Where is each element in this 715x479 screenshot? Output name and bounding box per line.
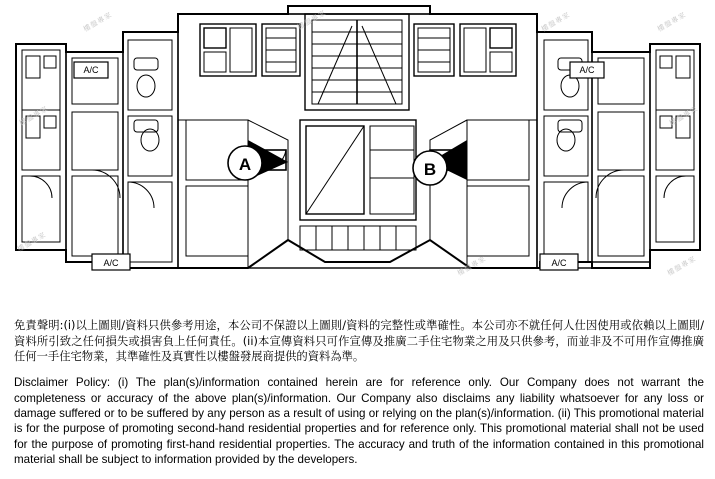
ac-label-left-lower: A/C: [103, 258, 119, 268]
unit-label-b: B: [423, 160, 437, 179]
disclaimer-block: [14, 307, 704, 479]
disclaimer-chinese: 免責聲明:(i)以上圖則/資料只供參考用途，本公司不保證以上圖則/資料的完整性或準確性。本公司亦不就任何人仕因使用或依賴以上圖則/資料所引致之任何損失或損害負上任何責任。(ii)本宣傳資料只可作宣傳及推廣二手住宅物業之用及只供參考，而並非及不可用作宣傳推廣任何一手住宅物業，其準確性及真實性以樓盤發展商提供的資料為準。: [14, 319, 704, 363]
watermark: 樓盤專家: [668, 104, 700, 128]
watermark: 樓盤專家: [18, 104, 50, 128]
disclaimer-english: Disclaimer Policy: (i) The plan(s)/information contained herein are for reference only. Our Company does not warrant the completeness or accuracy of the above plan(s)/information. Our Company also disclaims any liability whatsoever for any loss or damage suffered or to be suffered by any person as a result of using or relying on the plan(s)/information. (ii) This promotional material is for the purpose of promoting second-hand residential properties and for reference only. This promotional material shall not be used for the purpose of promoting first-hand residential properties. The accuracy and truth of the information contained in this promotional material shall be subject to information provided by the developers.: [14, 376, 704, 467]
watermark: 樓盤專家: [540, 10, 572, 34]
watermark: 樓盤專家: [296, 8, 328, 32]
unit-label-a: A: [238, 155, 252, 174]
watermark: 樓盤專家: [82, 10, 114, 34]
ac-label-left-upper: A/C: [83, 65, 99, 75]
watermark: 樓盤專家: [666, 254, 698, 278]
watermark: 樓盤專家: [456, 254, 488, 278]
watermark: 樓盤專家: [16, 230, 48, 254]
watermark: 樓盤專家: [656, 10, 688, 34]
ac-label-right-upper: A/C: [579, 65, 595, 75]
ac-label-right-lower: A/C: [551, 258, 567, 268]
